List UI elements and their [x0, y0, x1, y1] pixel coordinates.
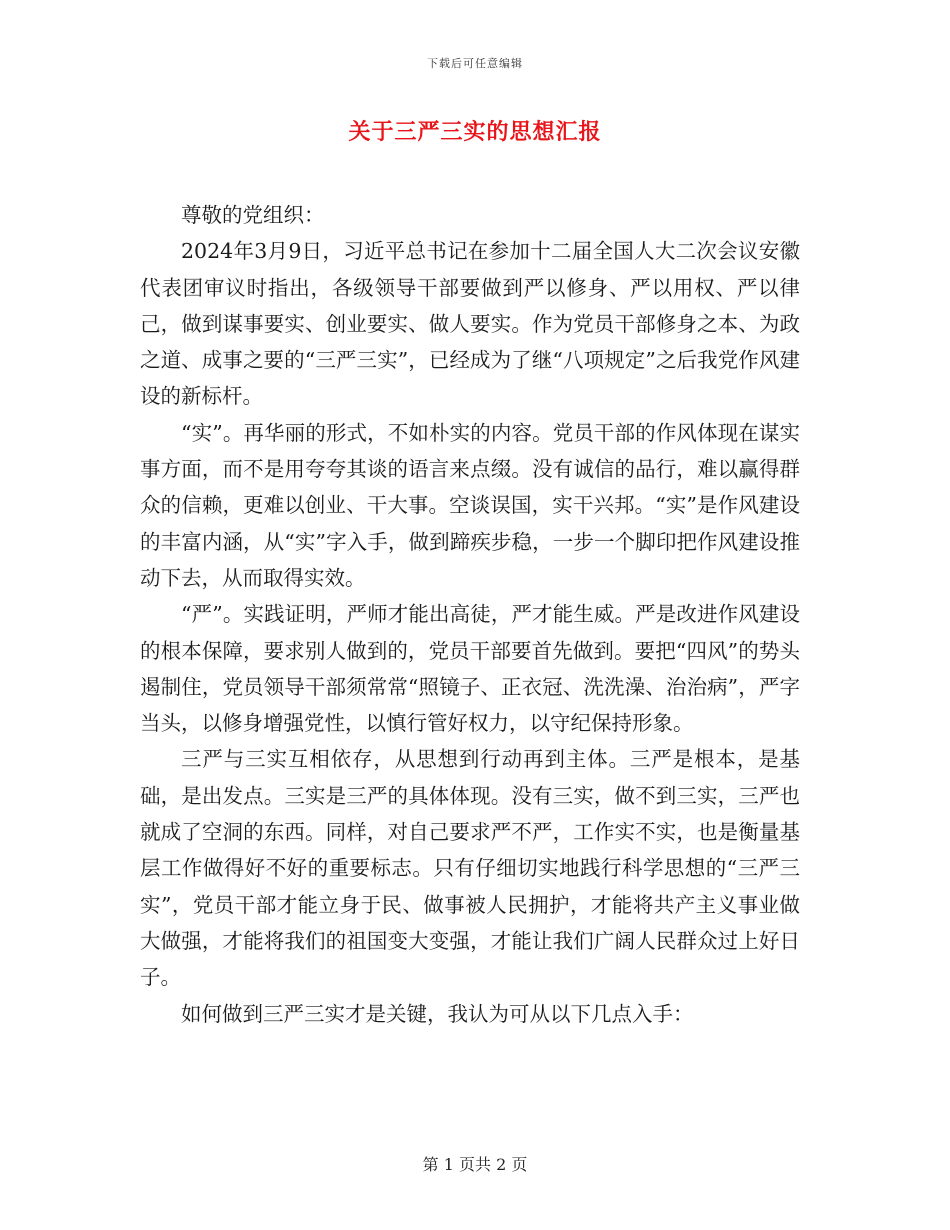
- body-paragraph: “严”。实践证明，严师才能出高徒，严才能生威。严是改进作风建设的根本保障，要求别人做到的，党员干部要首先做到。要把“四风”的势头遏制住，党员领导干部须常常“照镜子、正衣冠、洗洗澡、治治病”，严字当头，以修身增强党性，以慎行管好权力，以守纪保持形象。: [140, 602, 800, 736]
- body-paragraph: 如何做到三严三实才是关键，我认为可从以下几点入手：: [181, 1001, 694, 1026]
- document-title: 关于三严三实的思想汇报: [348, 120, 602, 145]
- document-body: [140, 197, 800, 1032]
- body-paragraph: 三严与三实互相依存，从思想到行动再到主体。三严是根本，是基础，是出发点。三实是三严的具体体现。没有三实，做不到三实，三严也就成了空洞的东西。同样，对自己要求严不严，工作实不实，也是衡量基层工作做得好不好的重要标志。只有仔细切实地践行科学思想的“三严三实”，党员干部才能立身于民、做事被人民拥护，才能将共产主义事业做大做强，才能将我们的祖国变大变强，才能让我们广阔人民群众过上好日子。: [140, 747, 800, 990]
- page-number-footer: 第 1 页共 2 页: [422, 1155, 528, 1174]
- salutation-paragraph: 尊敬的党组织：: [181, 203, 325, 227]
- body-paragraph: 2024年3月9日，习近平总书记在参加十二届全国人大二次会议安徽代表团审议时指出，各级领导干部要做到严以修身、严以用权、严以律己，做到谋事要实、创业要实、做人要实。作为党员干部修身之本、为政之道、成事之要的“三严三实”，已经成为了继“八项规定”之后我党作风建设的新标杆。: [140, 239, 800, 409]
- page-header-note: 下载后可任意编辑: [427, 57, 523, 70]
- body-paragraph: “实”。再华丽的形式，不如朴实的内容。党员干部的作风体现在谋实事方面，而不是用夸夸其谈的语言来点缀。没有诚信的品行，难以赢得群众的信赖，更难以创业、干大事。空谈误国，实干兴邦。“实”是作风建设的丰富内涵，从“实”字入手，做到蹄疾步稳，一步一个脚印把作风建设推动下去，从而取得实效。: [140, 420, 800, 590]
